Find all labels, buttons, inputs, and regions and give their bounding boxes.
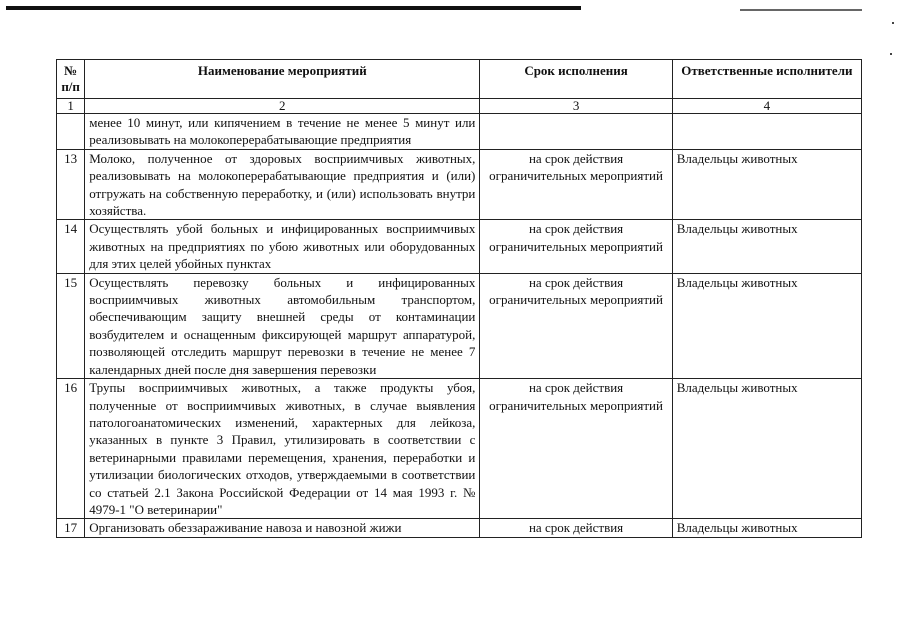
table-row [57,379,862,519]
measure-text: Трупы восприимчивых животных, а также продукты убоя, полученные от восприимчивых животных, в случае выявления патологоанатомических изменений, характерных для лейкоза, указанных в пункте 3 Правил, утилизировать в соответствии с ветеринарными правилами перемещения, хранения, переработки и утилизации биологических отходов, утверждаемыми в соответствии со статьей 2.1 Закона Российской Федерации от 14 мая 1993 г. № 4979-1 "О ветеринарии" [85,379,480,519]
responsible-text: Владельцы животных [672,220,861,273]
index-cell: 3 [480,99,672,114]
header-term: Срок исполнения [480,60,672,99]
header-responsible: Ответственные исполнители [672,60,861,99]
table-header-row [57,60,862,99]
term-text: на срок действия ограничительных мероприятий [480,220,672,273]
measures-table [56,59,862,538]
measure-text: Осуществлять убой больных и инфицированных восприимчивых животных на предприятиях по убою животных или оборудованных для этих целей убойных пунктах [85,220,480,273]
responsible-text [672,114,861,150]
measure-text: Осуществлять перевозку больных и инфицированных восприимчивых животных автомобильным транспортом, обеспечивающим защиту внешней среды от контаминации возбудителем и оснащенным фиксирующей маршрут аппаратурой, позволяющей отследить маршрут перевозки в течение не менее 7 календарных дней после дня завершения перевозки [85,273,480,378]
row-number: 16 [57,379,85,519]
measure-text: Молоко, полученное от здоровых восприимчивых животных, реализовывать на молокоперерабатывающие предприятия и (или) отгружать на собственную переработку, и (или) использовать внутри хозяйства. [85,149,480,220]
table-row [57,114,862,150]
measure-text: Организовать обеззараживание навоза и навозной жижи [85,519,480,537]
index-cell: 4 [672,99,861,114]
row-number: 15 [57,273,85,378]
column-index-row [57,99,862,114]
responsible-text: Владельцы животных [672,519,861,537]
header-num: № п/п [57,60,85,99]
responsible-text: Владельцы животных [672,273,861,378]
row-number: 13 [57,149,85,220]
row-number: 17 [57,519,85,537]
table-row [57,220,862,273]
term-text: на срок действия ограничительных мероприятий [480,273,672,378]
top-border-line [6,6,581,10]
responsible-text: Владельцы животных [672,149,861,220]
measure-text: менее 10 минут, или кипячением в течение не менее 5 минут или реализовывать на молокоперерабатывающие предприятия [85,114,480,150]
index-cell: 2 [85,99,480,114]
term-text: на срок действия ограничительных мероприятий [480,379,672,519]
scan-speck [890,53,892,55]
header-name: Наименование мероприятий [85,60,480,99]
table-row [57,149,862,220]
table-row [57,273,862,378]
row-number: 14 [57,220,85,273]
row-number [57,114,85,150]
term-text: на срок действия ограничительных мероприятий [480,149,672,220]
term-text: на срок действия [480,519,672,537]
responsible-text: Владельцы животных [672,379,861,519]
term-text [480,114,672,150]
scan-speck [892,22,894,24]
top-border-line-right [740,9,862,11]
table-row [57,519,862,537]
index-cell: 1 [57,99,85,114]
